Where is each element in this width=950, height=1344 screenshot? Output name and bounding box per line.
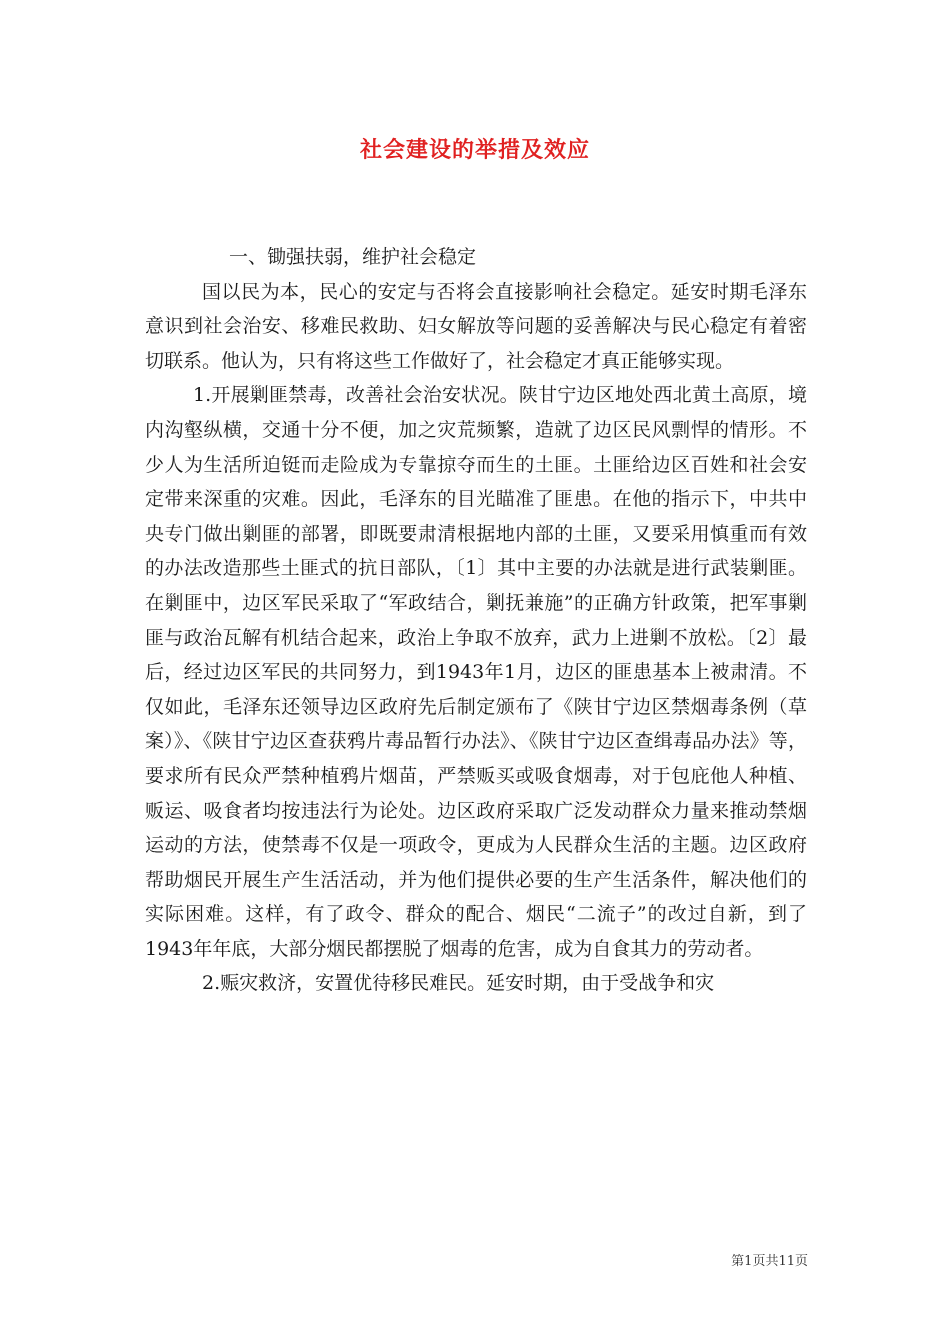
page-number-footer: 第1页共11页	[731, 1254, 808, 1269]
paragraph-intro: 国以民为本，民心的安定与否将会直接影响社会稳定。延安时期毛泽东意识到社会治安、移难民救助、妇女解放等问题的妥善解决与民心稳定有着密切联系。他认为，只有将这些工作做好了，社会稳定才真正能够实现。	[145, 280, 807, 372]
paragraph-item-2: 2.赈灾救济，安置优待移民难民。延安时期，由于受战争和灾	[202, 972, 715, 995]
document-body	[145, 240, 807, 1001]
document-title: 社会建设的举措及效应	[359, 137, 590, 163]
paragraph-item-1: 1.开展剿匪禁毒，改善社会治安状况。陕甘宁边区地处西北黄土高原，境内沟壑纵横，交通十分不便，加之灾荒频繁，造就了边区民风剽悍的情形。不少人为生活所迫铤而走险成为专靠掠夺而生的土匪。土匪给边区百姓和社会安定带来深重的灾难。因此，毛泽东的目光瞄准了匪患。在他的指示下，中共中央专门做出剿匪的部署，即既要肃清根据地内部的土匪，又要采用慎重而有效的办法改造那些土匪式的抗日部队，〔1〕其中主要的办法就是进行武装剿匪。在剿匪中，边区军民采取了“军政结合，剿抚兼施”的正确方针政策，把军事剿匪与政治瓦解有机结合起来，政治上争取不放弃，武力上进剿不放松。〔2〕最后，经过边区军民的共同努力，到1943年1月，边区的匪患基本上被肃清。不仅如此，毛泽东还领导边区政府先后制定颁布了《陕甘宁边区禁烟毒条例（草案）》、《陕甘宁边区查获鸦片毒品暂行办法》、《陕甘宁边区查缉毒品办法》等，要求所有民众严禁种植鸦片烟苗，严禁贩买或吸食烟毒，对于包庇他人种植、贩运、吸食者均按违法行为论处。边区政府采取广泛发动群众力量来推动禁烟运动的方法，使禁毒不仅是一项政令，更成为人民群众生活的主题。边区政府帮助烟民开展生产生活活动，并为他们提供必要的生产生活条件，解决他们的实际困难。这样，有了政令、群众的配合、烟民“二流子”的改过自新，到了1943年年底，大部分烟民都摆脱了烟毒的危害，成为自食其力的劳动者。	[145, 384, 807, 960]
section-heading: 一、锄强扶弱，维护社会稳定	[229, 246, 477, 268]
